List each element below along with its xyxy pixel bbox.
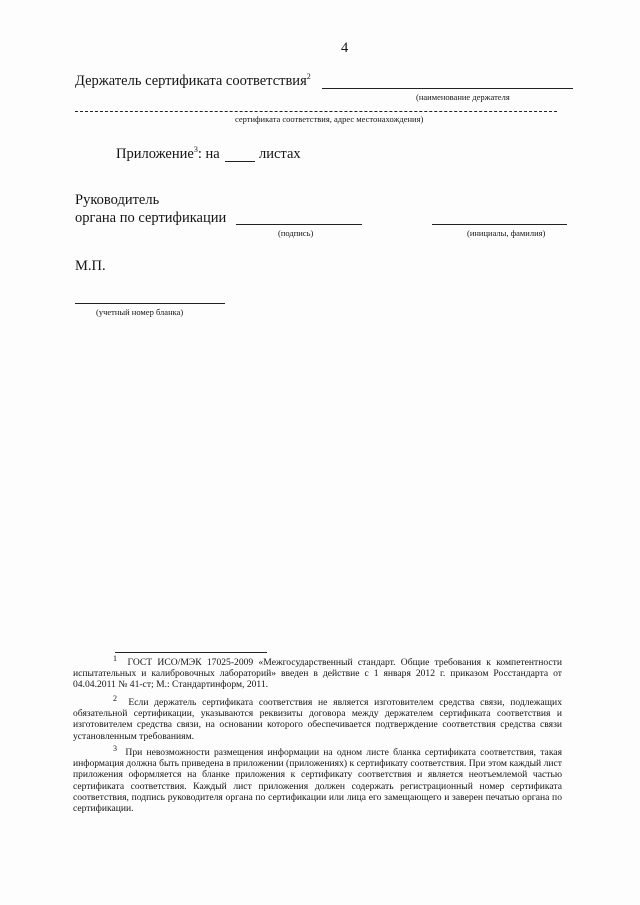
blank-number-field [75,303,225,304]
footnote-3-text: При невозможности размещения информации на одном листе бланка сертификата соответствия, такая информация должна быть приведена в приложении (приложениях) к сертификату соответствия. При этом каждый лист приложения оформляется на бланке приложения к сертификату соответствия и является неотъемлемой частью сертификата соответствия. Каждый лист приложения должен содержать регистрационный номер сертификата соответствия, подпись руководителя органа по сертификации или лица его замещающего и заверен печатью органа по сертификации. [73,747,563,815]
appendix-sheets: листах [259,146,301,162]
holder-caption-2: сертификата соответствия, адрес местонахождения) [235,114,424,124]
footnote-1 [73,653,562,691]
appendix-label: Приложение [116,146,194,162]
signature-field [236,224,362,225]
holder-address-field [75,111,557,112]
name-caption: (инициалы, фамилия) [467,228,546,238]
page-number: 4 [341,40,349,56]
footnote-2-text: Если держатель сертификата соответствия не является изготовителем средства связи, подлежащих обязательной сертификации, указываются реквизиты договора между держателем сертификата соответствия и изготовителем средства связи, на основании которого обеспечивается подтверждение соответствия средства связи установленным требованиям. [73,697,562,742]
appendix-on: : на [197,146,220,162]
footnote-3-number: 3 [113,743,117,753]
head-line-1: Руководитель [75,192,160,208]
appendix-line [116,146,220,163]
holder-label-text: Держатель сертификата соответствия [75,73,307,89]
appendix-footnote-ref: 3 [193,145,198,155]
holder-footnote-ref: 2 [306,72,311,82]
footnote-1-text: ГОСТ ИСО/МЭК 17025-2009 «Межгосударственный стандарт. Общие требования к компетентности испытательных и калибровочных лабораторий» введен в действие с 1 января 2012 г. приказом Росстандарта от 04.04.2011 № 41-ст; М.: Стандартинформ, 2011. [73,657,562,691]
holder-caption-1: (наименование держателя [416,92,510,102]
holder-label [75,73,311,90]
footnote-2 [73,693,562,742]
signature-caption: (подпись) [278,228,314,238]
blank-number-caption: (учетный номер бланка) [96,307,184,317]
name-field [432,224,567,225]
holder-name-field [322,88,573,89]
footnote-3 [73,743,563,815]
stamp-label: М.П. [75,258,106,274]
head-line-2: органа по сертификации [75,210,227,226]
footnote-2-number: 2 [113,693,117,703]
footnote-1-number: 1 [113,653,117,663]
appendix-sheet-count-field [225,161,255,162]
footnote-separator [115,652,267,653]
